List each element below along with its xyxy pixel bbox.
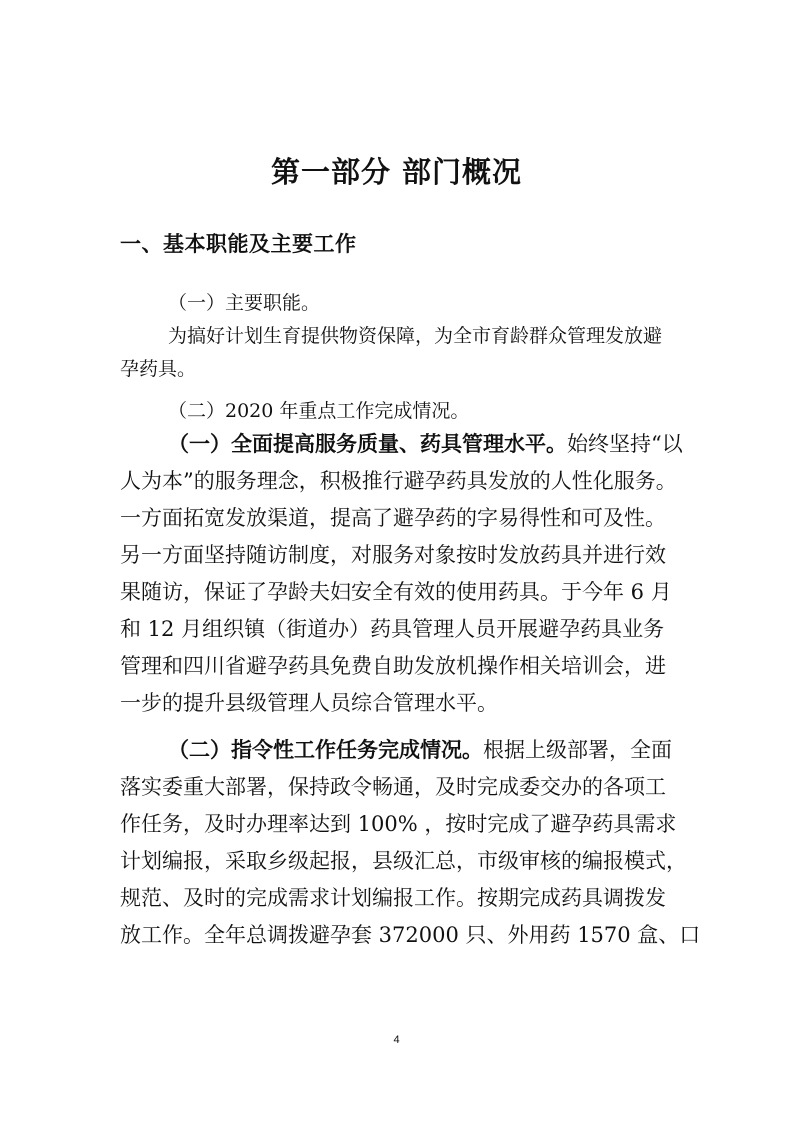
paragraph-line: 落实委重大部署，保持政令畅通，及时完成委交办的各项工 (120, 775, 666, 799)
subsection-key-work: （二）2020 年重点工作完成情况。 (168, 400, 470, 422)
paragraph-line: 果随访，保证了孕龄夫妇安全有效的使用药具。于今年 6 月 (120, 580, 672, 604)
section-heading: 一、基本职能及主要工作 (120, 232, 357, 256)
item2-paragraph (120, 732, 701, 954)
functions-paragraph (120, 320, 680, 386)
paragraph-line: 人为本”的服务理念，积极推行避孕药具发放的人性化服务。 (120, 469, 677, 493)
page-number: 4 (393, 1034, 400, 1046)
paragraph-line: 计划编报，采取乡级起报，县级汇总，市级审核的编报模式， (120, 849, 687, 873)
paragraph-line: 规范、及时的完成需求计划编报工作。按期完成药具调拨发 (120, 886, 666, 910)
paragraph-line: 为搞好计划生育提供物资保障，为全市育龄群众管理发放避 (168, 325, 663, 347)
paragraph-line: 一步的提升县级管理人员综合管理水平。 (120, 691, 498, 715)
item2-first-line-rest: 根据上级部署，全面 (483, 738, 672, 762)
paragraph-line (120, 732, 680, 769)
paragraph-line (120, 426, 683, 463)
page-title: 第一部分 部门概况 (270, 155, 523, 189)
item1-paragraph (120, 426, 683, 722)
paragraph-line: 作任务，及时办理率达到 100% ，按时完成了避孕药具需求 (120, 812, 677, 836)
paragraph-line: 和 12 月组织镇（街道办）药具管理人员开展避孕药具业务 (120, 617, 665, 641)
paragraph-line: 一方面拓宽发放渠道，提高了避孕药的字易得性和可及性。 (120, 506, 666, 530)
paragraph-line: 孕药具。 (120, 358, 197, 380)
item2-lead: （二）指令性工作任务完成情况。 (168, 738, 483, 762)
paragraph-line: 放工作。全年总调拨避孕套 372000 只、外用药 1570 盒、口 (120, 923, 701, 947)
paragraph-line: 另一方面坚持随访制度，对服务对象按时发放药具并进行效 (120, 543, 666, 567)
paragraph-line: 管理和四川省避孕药具免费自助发放机操作相关培训会，进 (120, 654, 666, 678)
item1-first-line-rest: 始终坚持“以 (567, 432, 683, 456)
item1-lead: （一）全面提高服务质量、药具管理水平。 (168, 432, 567, 456)
subsection-main-functions: （一）主要职能。 (168, 292, 321, 314)
